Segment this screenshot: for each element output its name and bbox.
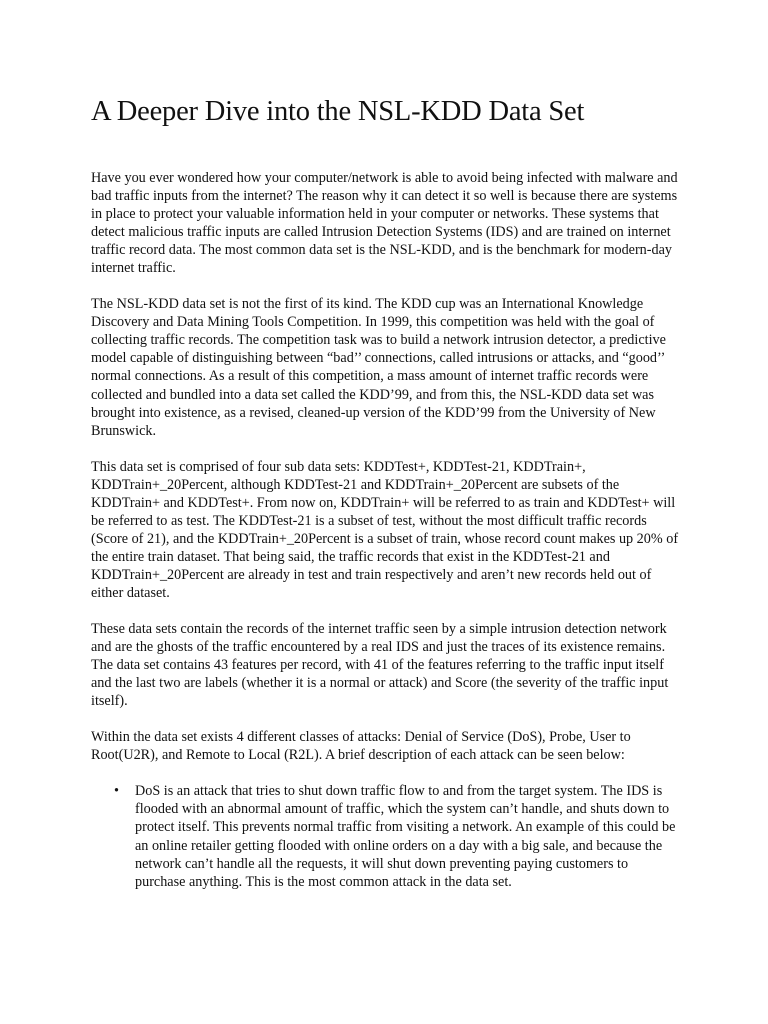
paragraph-attack-classes: Within the data set exists 4 different classes of attacks: Denial of Service (DoS), Probe, User to Root(U2R), and Remote to Local (R2L). A brief description of each attack can be seen below: xyxy=(91,729,631,764)
list-item-text: DoS is an attack that tries to shut down traffic flow to and from the target system. The IDS is flooded with an abnormal amount of traffic, which the system can’t handle, and shuts down to protect itself. This prevents normal traffic from visiting a network. An example of this could be an online retailer getting flooded with online orders on a day with a big sale, and because the network can’t handle all the requests, it will shut down preventing paying customers to purchase anything. This is the most common attack in the data set. xyxy=(135,783,676,890)
paragraph-intro: Have you ever wondered how your computer/network is able to avoid being infected with malware and bad traffic inputs from the internet? The reason why it can detect it so well is because there are systems in place to protect your valuable information held in your computer or networks. These systems that detect malicious traffic inputs are called Intrusion Detection Systems (IDS) and are trained on internet traffic record data. The most common data set is the NSL-KDD, and is the benchmark for modern-day internet traffic. xyxy=(91,170,678,277)
document-page xyxy=(91,92,681,891)
list-item xyxy=(91,782,681,890)
paragraph-history: The NSL-KDD data set is not the first of its kind. The KDD cup was an International Knowledge Discovery and Data Mining Tools Competition. In 1999, this competition was held with the goal of collecting traffic records. The competition task was to build a network intrusion detector, a predictive model capable of distinguishing between “bad’’ connections, called intrusions or attacks, and “good’’ normal connections. As a result of this competition, a mass amount of internet traffic records were collected and bundled into a data set called the KDD’99, and from this, the NSL-KDD data set was brought into existence, as a revised, cleaned-up version of the KDD’99 from the University of New Brunswick. xyxy=(91,296,666,439)
attack-list xyxy=(91,782,681,890)
paragraph-features: These data sets contain the records of the internet traffic seen by a simple intrusion detection network and are the ghosts of the traffic encountered by a real IDS and just the traces of its existence remains. The data set contains 43 features per record, with 41 of the features referring to the traffic input itself and the last two are labels (whether it is a normal or attack) and Score (the severity of the traffic input itself). xyxy=(91,621,669,710)
paragraph-subsets: This data set is comprised of four sub data sets: KDDTest+, KDDTest-21, KDDTrain+, KDDTrain+_20Percent, although KDDTest-21 and KDDTrain+_20Percent are subsets of the KDDTrain+ and KDDTest+. From now on, KDDTrain+ will be referred to as train and KDDTest+ will be referred to as test. The KDDTest-21 is a subset of test, without the most difficult traffic records (Score of 21), and the KDDTrain+_20Percent is a subset of train, whose record count makes up 20% of the entire train dataset. That being said, the traffic records that exist in the KDDTest-21 and KDDTrain+_20Percent are already in test and train respectively and aren’t new records held out of either dataset. xyxy=(91,458,679,601)
page-title: A Deeper Dive into the NSL-KDD Data Set xyxy=(91,96,585,127)
bullet-icon: • xyxy=(114,783,119,800)
